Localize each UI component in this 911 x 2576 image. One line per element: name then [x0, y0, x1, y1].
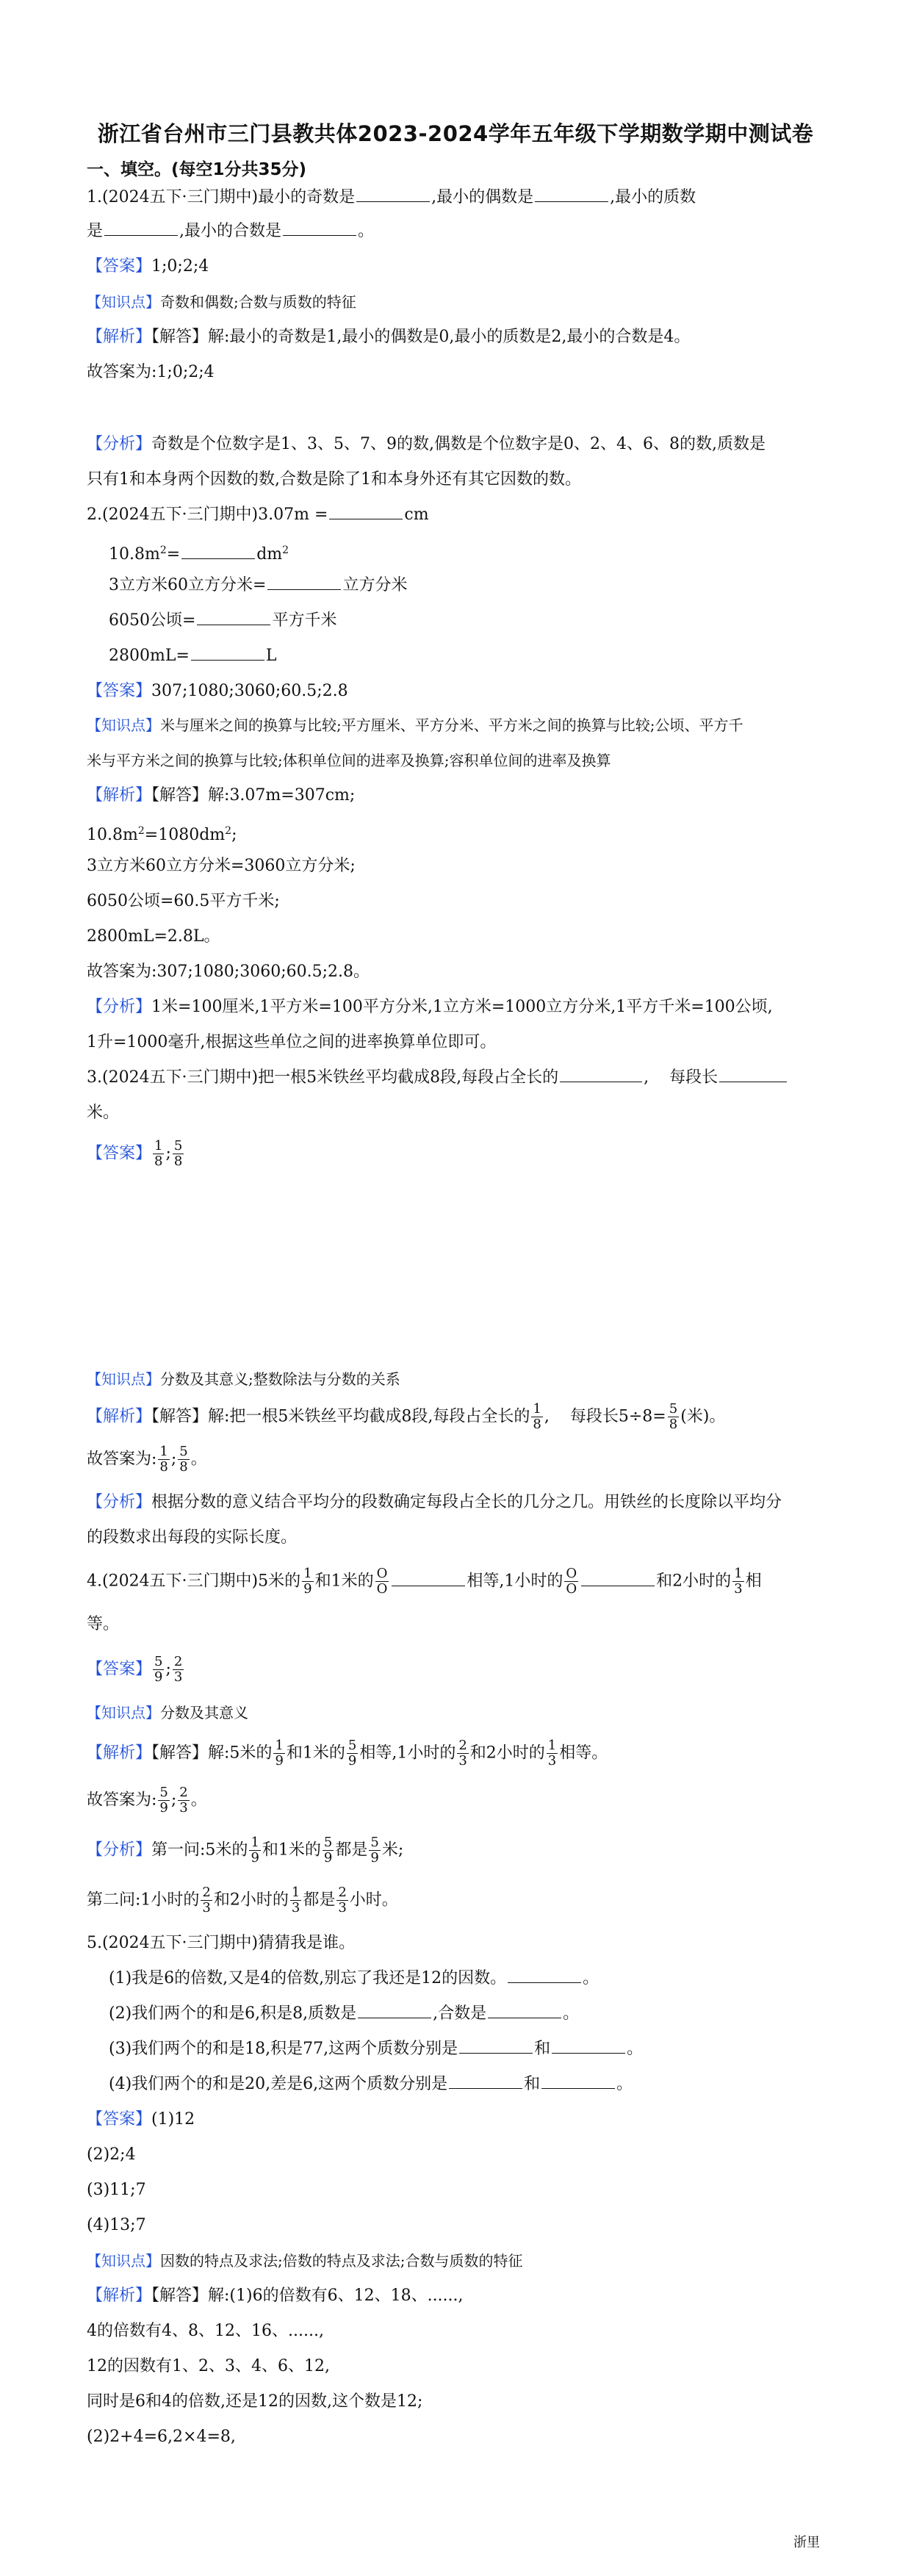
fraction-box: [564, 1566, 578, 1597]
q4-conclusion: [87, 1785, 207, 1816]
fraction-1-9: [273, 1738, 284, 1769]
q4-text: 4.(2024五下·三门期中)5米的: [87, 1572, 301, 1591]
fraction-1-3: [732, 1566, 743, 1597]
q5-blank[interactable]: [449, 2073, 522, 2089]
q2-sup: 2: [225, 825, 232, 837]
q2-solution-line2: 3立方米60立方分米=3060立方分米;: [87, 857, 356, 875]
q2-analysis: [87, 785, 355, 807]
q1-text: ,最小的合数是: [179, 222, 282, 240]
q2-solution-line4: 2800mL=2.8L。: [87, 927, 220, 946]
q2-fenxi-line1: [87, 996, 773, 1018]
numerator: 2: [179, 1785, 188, 1800]
conclusion-text: 。: [190, 1450, 207, 1469]
numerator: O: [376, 1566, 388, 1581]
q5-text: 和: [524, 2075, 541, 2093]
q2-blank[interactable]: [191, 645, 264, 661]
q3-analysis: [87, 1402, 725, 1432]
fraction-1-8: [153, 1139, 164, 1169]
denominator: 8: [669, 1417, 678, 1432]
q5-part4: [109, 2073, 633, 2095]
q2-text: cm: [404, 506, 429, 524]
q2-line2: [109, 539, 289, 566]
q1-blank[interactable]: [535, 187, 608, 202]
answer-text: 307;1080;3060;60.5;2.8: [151, 682, 348, 700]
q3-line1: [87, 1067, 788, 1089]
fraction-1-9: [302, 1566, 313, 1597]
knowledge-label: 【知识点】: [87, 716, 160, 734]
q5-text: (3)我们两个的和是18,积是77,这两个质数分别是: [109, 2040, 458, 2058]
q2-line1: [87, 504, 429, 526]
analysis-text: 每段长5÷8=: [569, 1407, 666, 1426]
q1-text: 是: [87, 222, 104, 240]
numerator: 1: [154, 1138, 163, 1154]
analysis-text: 和1米的: [286, 1744, 345, 1763]
q3-answer: [87, 1139, 185, 1169]
separator: ;: [170, 1791, 177, 1810]
q2-line4: [109, 610, 336, 632]
q5-part2: [109, 2003, 579, 2025]
answer-label: 【答案】: [87, 1144, 152, 1163]
q5-blank[interactable]: [541, 2073, 615, 2089]
denominator: 9: [370, 1850, 379, 1866]
answer-label: 【答案】: [87, 257, 152, 276]
q2-text: dm: [256, 545, 283, 564]
q5-knowledge: [87, 2250, 522, 2272]
numerator: 1: [275, 1738, 284, 1753]
q4-line2: 等。: [87, 1615, 120, 1633]
q5-blank[interactable]: [358, 2003, 431, 2018]
analysis-text: 【解答】解:最小的奇数是1,最小的偶数是0,最小的质数是2,最小的合数是4。: [151, 328, 691, 346]
fraction-5-9: [153, 1655, 164, 1685]
q5-analysis: [87, 2285, 464, 2307]
q2-blank[interactable]: [267, 575, 341, 590]
analysis-label: 【解析】: [87, 1744, 152, 1763]
q4-text: 相: [745, 1572, 762, 1591]
q2-text: L: [265, 647, 277, 665]
knowledge-label: 【知识点】: [87, 1370, 160, 1388]
q2-fenxi-line2: 1升=1000毫升,根据这些单位之间的进率换算单位即可。: [87, 1033, 497, 1051]
numerator: 1: [291, 1885, 300, 1900]
fraction-2-3: [201, 1885, 212, 1915]
numerator: 5: [173, 1138, 183, 1154]
q1-text: 。: [358, 222, 375, 240]
q5-answer2: (2)2;4: [87, 2145, 136, 2164]
fenxi-text: 小时。: [349, 1890, 398, 1910]
denominator: 9: [275, 1753, 284, 1769]
denominator: 3: [179, 1800, 188, 1816]
separator: ;: [165, 1660, 171, 1679]
q2-blank[interactable]: [329, 504, 403, 519]
q5-text: (2)我们两个的和是6,积是8,质数是: [109, 2004, 357, 2023]
numerator: 5: [159, 1785, 168, 1800]
q5-text: 。: [616, 2075, 633, 2093]
denominator: 8: [154, 1154, 163, 1169]
numerator: 5: [669, 1401, 678, 1417]
fraction-5-9: [369, 1835, 380, 1866]
fenxi-label: 【分析】: [87, 998, 152, 1016]
fenxi-text: 第二问:1小时的: [87, 1890, 200, 1910]
fraction-5-8: [668, 1402, 679, 1432]
q1-blank[interactable]: [104, 220, 178, 236]
q2-text: 2800mL=: [109, 647, 190, 665]
q4-knowledge: [87, 1702, 248, 1724]
q4-text: 和1米的: [314, 1572, 374, 1591]
q1-fenxi-line1: [87, 433, 766, 456]
numerator: O: [566, 1566, 577, 1581]
fraction-1-3: [290, 1885, 301, 1915]
q2-text: 10.8m: [109, 545, 160, 564]
q5-text: 和: [534, 2040, 551, 2058]
knowledge-text: 米与厘米之间的换算与比较;平方厘米、平方分米、平方米之间的换算与比较;公顷、平方千: [160, 716, 743, 734]
fraction-1-8: [158, 1444, 169, 1475]
denominator: 3: [202, 1900, 211, 1915]
fraction-5-8: [173, 1139, 184, 1169]
numerator: 5: [323, 1835, 333, 1850]
q4-analysis: [87, 1738, 608, 1769]
fenxi-text: 根据分数的意义结合平均分的段数确定每段占全长的几分之几。用铁丝的长度除以平均分: [151, 1493, 782, 1511]
denominator: 9: [251, 1850, 259, 1866]
q1-text: ,最小的偶数是: [431, 188, 534, 206]
fenxi-label: 【分析】: [87, 435, 152, 453]
q2-blank[interactable]: [181, 544, 255, 559]
q2-line5: [109, 645, 277, 667]
analysis-text: 和2小时的: [469, 1744, 545, 1763]
numerator: 2: [338, 1885, 347, 1900]
fenxi-text: 都是: [303, 1890, 336, 1910]
numerator: 2: [458, 1738, 467, 1753]
conclusion-text: 故答案为:: [87, 1450, 157, 1469]
numerator: 1: [159, 1444, 168, 1459]
fenxi-text: 1米=100厘米,1平方米=100平方分米,1立方米=1000立方分米,1平方千米=100公顷,: [151, 998, 773, 1016]
q5-blank[interactable]: [459, 2038, 533, 2054]
answer-text: 1;0;2;4: [151, 257, 209, 276]
analysis-text: (米)。: [680, 1407, 726, 1426]
fraction-2-3: [336, 1885, 348, 1915]
numerator: 5: [179, 1444, 188, 1459]
numerator: 1: [533, 1401, 541, 1417]
fraction-2-3: [457, 1738, 468, 1769]
q2-text: 6050公顷=: [109, 611, 196, 630]
q2-blank[interactable]: [197, 610, 270, 625]
q5-text: ,合数是: [433, 2004, 487, 2023]
fraction-1-9: [249, 1835, 260, 1866]
denominator: 3: [734, 1581, 743, 1597]
answer-label: 【答案】: [87, 682, 152, 700]
q5-text: 。: [627, 2040, 644, 2058]
fenxi-text: 第一问:5米的: [151, 1841, 248, 1860]
q2-answer: [87, 680, 348, 702]
knowledge-text: 分数及其意义;整数除法与分数的关系: [160, 1370, 400, 1388]
denominator: 9: [348, 1753, 357, 1769]
analysis-label: 【解析】: [87, 1407, 152, 1426]
denominator: 3: [547, 1753, 557, 1769]
numerator: 1: [734, 1566, 743, 1581]
q1-text: ,最小的质数: [610, 188, 696, 206]
q2-text: 2.(2024五下·三门期中)3.07m =: [87, 506, 328, 524]
denominator: 8: [179, 1459, 188, 1475]
fraction-1-8: [531, 1402, 542, 1432]
q4-text: 和2小时的: [656, 1572, 732, 1591]
q5-solution-line4: (2)2+4=6,2×4=8,: [87, 2428, 236, 2446]
q4-blank[interactable]: [581, 1571, 655, 1586]
q1-line2: [87, 220, 374, 242]
numerator: 1: [303, 1566, 312, 1581]
q5-text: 。: [583, 1969, 599, 1987]
q3-text: 每段长: [669, 1068, 719, 1087]
q2-sup: 2: [137, 825, 145, 837]
fraction-2-3: [173, 1655, 184, 1685]
q2-sup: 2: [159, 544, 167, 556]
fenxi-text: 都是: [335, 1841, 368, 1860]
fenxi-label: 【分析】: [87, 1841, 152, 1860]
fenxi-text: 奇数是个位数字是1、3、5、7、9的数,偶数是个位数字是0、2、4、6、8的数,质数是: [151, 435, 766, 453]
fraction-5-9: [323, 1835, 334, 1866]
q2-text: ;: [231, 826, 237, 844]
separator: ;: [170, 1450, 177, 1469]
knowledge-text: 分数及其意义: [160, 1704, 248, 1721]
q1-blank[interactable]: [283, 220, 356, 236]
denominator: 8: [159, 1459, 168, 1475]
numerator: 2: [202, 1885, 211, 1900]
q5-blank[interactable]: [488, 2003, 561, 2018]
q3-conclusion: [87, 1444, 207, 1475]
denominator: 3: [173, 1669, 183, 1685]
numerator: 1: [547, 1738, 557, 1753]
q5-part3: [109, 2038, 643, 2060]
analysis-text: 相等。: [559, 1744, 608, 1763]
q2-solution-line3: 6050公顷=60.5平方千米;: [87, 892, 280, 910]
q5-part1: [109, 1968, 599, 1990]
denominator: O: [376, 1581, 388, 1597]
knowledge-label: 【知识点】: [87, 2252, 160, 2270]
denominator: 8: [173, 1154, 183, 1169]
q3-fenxi-line2: 的段数求出每段的实际长度。: [87, 1528, 298, 1547]
q3-blank[interactable]: [719, 1067, 787, 1082]
q5-answer1: [87, 2109, 195, 2131]
knowledge-text: 奇数和偶数;合数与质数的特征: [160, 293, 356, 311]
denominator: 9: [323, 1850, 333, 1866]
numerator: 2: [173, 1654, 183, 1669]
denominator: 9: [154, 1669, 163, 1685]
analysis-text: 相等,1小时的: [359, 1744, 456, 1763]
q4-fenxi-line2: [87, 1885, 398, 1915]
q5-blank[interactable]: [508, 1968, 581, 1983]
q1-analysis: [87, 326, 690, 348]
q2-conclusion: 故答案为:307;1080;3060;60.5;2.8。: [87, 963, 370, 981]
analysis-label: 【解析】: [87, 2287, 152, 2305]
q3-fenxi-line1: [87, 1492, 782, 1514]
page-footer: 浙里: [793, 2535, 820, 2550]
analysis-label: 【解析】: [87, 786, 152, 805]
q5-text: (1)我是6的倍数,又是4的倍数,别忘了我还是12的因数。: [109, 1969, 507, 1987]
fenxi-text: 和1米的: [262, 1841, 321, 1860]
conclusion-text: 故答案为:: [87, 1791, 157, 1810]
q2-text: =: [166, 545, 181, 564]
q4-answer: [87, 1655, 185, 1685]
q3-knowledge: [87, 1368, 400, 1390]
section-heading: 一、填空。(每空1分共35分): [87, 160, 307, 179]
denominator: 8: [533, 1417, 541, 1432]
q5-answer3: (3)11;7: [87, 2181, 146, 2199]
q4-text: 相等,1小时的: [467, 1572, 563, 1591]
page-title: 浙江省台州市三门县教共体2023-2024学年五年级下学期数学期中测试卷: [97, 121, 814, 146]
denominator: 3: [291, 1900, 300, 1915]
q3-text: 3.(2024五下·三门期中)把一根5米铁丝平均截成8段,每段占全长的: [87, 1068, 559, 1087]
denominator: 9: [303, 1581, 312, 1597]
q4-fenxi-line1: [87, 1835, 403, 1866]
q1-conclusion: 故答案为:1;0;2;4: [87, 363, 215, 381]
q2-text: 平方千米: [272, 611, 337, 630]
analysis-text: 【解答】解:5米的: [151, 1744, 273, 1763]
q2-knowledge-line2: 米与平方米之间的换算与比较;体积单位间的进率及换算;容积单位间的进率及换算: [87, 752, 611, 769]
q1-knowledge: [87, 291, 356, 313]
knowledge-label: 【知识点】: [87, 1704, 160, 1721]
q5-blank[interactable]: [552, 2038, 625, 2054]
q2-text: 10.8m: [87, 826, 138, 844]
denominator: 3: [458, 1753, 467, 1769]
q3-line2: 米。: [87, 1104, 120, 1122]
fraction-5-9: [158, 1785, 169, 1816]
analysis-text: 【解答】解:(1)6的倍数有6、12、18、......,: [151, 2287, 464, 2305]
knowledge-text: 因数的特点及求法;倍数的特点及求法;合数与质数的特征: [160, 2252, 523, 2270]
numerator: 5: [348, 1738, 357, 1753]
analysis-text: ,: [544, 1407, 550, 1426]
q1-text: 1.(2024五下·三门期中)最小的奇数是: [87, 188, 356, 206]
q3-blank[interactable]: [560, 1067, 642, 1082]
q1-answer: [87, 256, 209, 278]
q5-solution-line2: 12的因数有1、2、3、4、6、12,: [87, 2357, 330, 2375]
conclusion-text: 。: [190, 1791, 207, 1810]
fraction-2-3: [178, 1785, 189, 1816]
fenxi-label: 【分析】: [87, 1493, 152, 1511]
q3-text: ,: [644, 1068, 649, 1087]
q5-answer4: (4)13;7: [87, 2216, 146, 2234]
q1-line1: [87, 187, 696, 209]
analysis-label: 【解析】: [87, 328, 152, 346]
denominator: 9: [159, 1800, 168, 1816]
q4-blank[interactable]: [392, 1571, 465, 1586]
numerator: 5: [370, 1835, 379, 1850]
separator: ;: [165, 1144, 171, 1163]
q2-solution-line1: [87, 820, 237, 846]
q5-solution-line1: 4的倍数有4、8、12、16、......,: [87, 2322, 324, 2340]
q1-fenxi-line2: 只有1和本身两个因数的数,合数是除了1和本身外还有其它因数的数。: [87, 470, 581, 489]
q2-line3: [109, 575, 407, 597]
fenxi-text: 和2小时的: [213, 1890, 289, 1910]
analysis-text: 【解答】解:把一根5米铁丝平均截成8段,每段占全长的: [151, 1407, 530, 1426]
q2-knowledge-line1: [87, 714, 743, 736]
denominator: 3: [338, 1900, 347, 1915]
knowledge-label: 【知识点】: [87, 293, 160, 311]
numerator: 1: [251, 1835, 259, 1850]
q5-text: (4)我们两个的和是20,差是6,这两个质数分别是: [109, 2075, 448, 2093]
fraction-1-3: [547, 1738, 558, 1769]
q2-text: 立方分米: [342, 576, 408, 594]
answer-label: 【答案】: [87, 2110, 152, 2129]
fraction-5-8: [178, 1444, 189, 1475]
answer-label: 【答案】: [87, 1660, 152, 1679]
q5-line1: 5.(2024五下·三门期中)猜猜我是谁。: [87, 1934, 356, 1952]
numerator: 5: [154, 1654, 163, 1669]
analysis-text: 【解答】解:3.07m=307cm;: [151, 786, 356, 805]
q4-line1: [87, 1566, 762, 1597]
fenxi-text: 米;: [381, 1841, 404, 1860]
fraction-box: [375, 1566, 389, 1597]
q5-solution-line3: 同时是6和4的倍数,还是12的因数,这个数是12;: [87, 2392, 423, 2411]
fraction-5-9: [347, 1738, 358, 1769]
q2-text: 3立方米60立方分米=: [109, 576, 267, 594]
q2-sup: 2: [282, 544, 289, 556]
answer-text: (1)12: [151, 2110, 195, 2129]
denominator: O: [566, 1581, 577, 1597]
q1-blank[interactable]: [356, 187, 430, 202]
q5-text: 。: [563, 2004, 580, 2023]
q2-text: =1080dm: [144, 826, 226, 844]
